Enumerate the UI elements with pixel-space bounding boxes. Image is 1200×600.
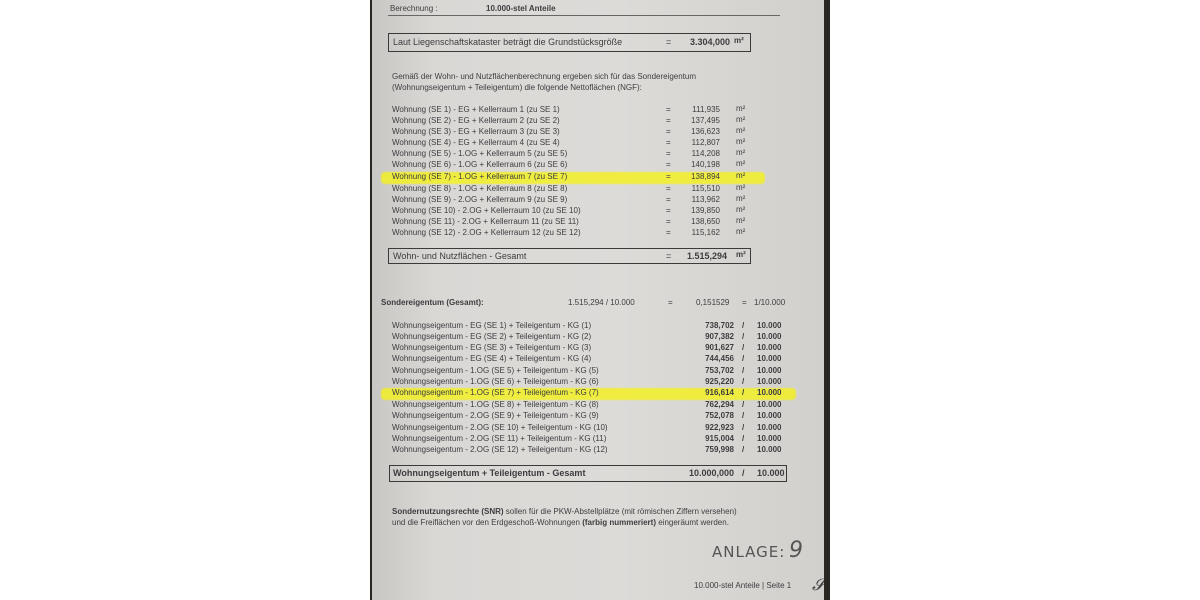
flaeche-value: 140,198 <box>691 160 720 169</box>
anteil-sep: / <box>742 321 745 330</box>
flaeche-eq: = <box>666 149 671 158</box>
flaechen-total-value: 1.515,294 <box>687 251 728 261</box>
anteil-label: Wohnungseigentum - 2.OG (SE 11) + Teileigentum - KG (11) <box>392 434 607 443</box>
flaeche-eq: = <box>666 184 671 193</box>
anteil-denom: 10.000 <box>757 423 782 432</box>
signature-mark: 𝓢 <box>812 575 824 594</box>
anteile-total-denom: 10.000 <box>757 468 785 478</box>
flaeche-eq: = <box>666 206 671 215</box>
flaeche-unit: m² <box>736 171 746 180</box>
anteil-label: Wohnungseigentum - EG (SE 4) + Teileigentum - KG (4) <box>392 354 592 363</box>
flaeche-eq: = <box>666 116 671 125</box>
anlage-number: 9 <box>789 538 804 563</box>
grundstueck-value: 3.304,000 <box>690 37 731 47</box>
intro-line-2: (Wohnungseigentum + Teileigentum) die folgende Nettoflächen (NGF): <box>392 83 642 92</box>
anteil-denom: 10.000 <box>757 354 782 363</box>
snr-text-2a: und die Freiflächen vor den Erdgeschoß-Wohnungen <box>392 518 583 527</box>
anteil-value: 753,702 <box>705 366 734 375</box>
anteil-denom: 10.000 <box>757 400 782 409</box>
anteile-total-label: Wohnungseigentum + Teileigentum - Gesamt <box>393 468 586 478</box>
header-rule <box>388 15 780 16</box>
footer-text: 10.000-stel Anteile | Seite 1 <box>694 581 792 590</box>
flaeche-eq: = <box>666 160 671 169</box>
anteil-label: Wohnungseigentum - 2.OG (SE 10) + Teileigentum - KG (10) <box>392 423 608 432</box>
anteil-denom: 10.000 <box>757 366 782 375</box>
flaeche-eq: = <box>666 195 671 204</box>
flaechen-total-unit: m² <box>736 250 746 259</box>
flaeche-value: 114,208 <box>691 149 720 158</box>
grundstueck-unit: m² <box>734 36 744 45</box>
flaeche-value: 113,962 <box>691 195 720 204</box>
anteil-sep: / <box>742 377 745 386</box>
flaeche-value: 137,495 <box>691 116 720 125</box>
anteil-value: 916,614 <box>705 388 734 397</box>
intro-line-1: Gemäß der Wohn- und Nutzflächenberechnung ergeben sich für das Sondereigentum <box>392 72 697 81</box>
flaeche-unit: m² <box>736 194 746 203</box>
anteil-label: Wohnungseigentum - EG (SE 2) + Teileigentum - KG (2) <box>392 332 592 341</box>
flaeche-eq: = <box>666 127 671 136</box>
sondereigentum-label: Sondereigentum (Gesamt): <box>381 298 484 307</box>
flaeche-label: Wohnung (SE 11) - 2.OG + Kellerraum 11 (zu SE 11) <box>392 217 579 226</box>
anteil-value: 922,923 <box>705 423 734 432</box>
flaeche-unit: m² <box>736 205 746 214</box>
anteil-denom: 10.000 <box>757 377 782 386</box>
flaeche-label: Wohnung (SE 8) - 1.OG + Kellerraum 8 (zu SE 8) <box>392 184 568 193</box>
anteile-total-value: 10.000,000 <box>688 468 734 478</box>
flaeche-label: Wohnung (SE 6) - 1.OG + Kellerraum 6 (zu SE 6) <box>392 160 568 169</box>
anlage-label: ANLAGE: <box>712 543 786 561</box>
anteil-value: 925,220 <box>705 377 734 386</box>
anteil-value: 759,998 <box>705 445 734 454</box>
anteil-value: 762,294 <box>705 400 734 409</box>
sondereigentum-eq2: = <box>742 298 747 307</box>
sondereigentum-ratio: 1/10.000 <box>754 298 786 307</box>
flaeche-value: 136,623 <box>691 127 720 136</box>
document-page <box>372 0 824 600</box>
snr-text-2b: (farbig nummeriert) <box>582 518 656 527</box>
anteil-value: 901,627 <box>705 343 734 352</box>
anteil-denom: 10.000 <box>757 343 782 352</box>
flaeche-unit: m² <box>736 115 746 124</box>
flaeche-label: Wohnung (SE 1) - EG + Kellerraum 1 (zu SE 1) <box>392 105 560 114</box>
anteil-sep: / <box>742 411 745 420</box>
snr-line-2 <box>392 518 729 528</box>
anteil-sep: / <box>742 343 745 352</box>
flaeche-eq: = <box>666 217 671 226</box>
anteil-denom: 10.000 <box>757 332 782 341</box>
flaeche-unit: m² <box>736 227 746 236</box>
header-value: 10.000-stel Anteile <box>486 4 556 13</box>
flaeche-value: 112,807 <box>691 138 720 147</box>
flaeche-label: Wohnung (SE 5) - 1.OG + Kellerraum 5 (zu SE 5) <box>392 149 568 158</box>
flaeche-label: Wohnung (SE 9) - 2.OG + Kellerraum 9 (zu SE 9) <box>392 195 568 204</box>
flaeche-unit: m² <box>736 183 746 192</box>
anteil-value: 915,004 <box>705 434 734 443</box>
anteil-label: Wohnungseigentum - 1.OG (SE 7) + Teileigentum - KG (7) <box>392 388 599 397</box>
flaeche-eq: = <box>666 228 671 237</box>
anteil-sep: / <box>742 434 745 443</box>
sondereigentum-eq: = <box>668 298 673 307</box>
flaeche-label: Wohnung (SE 4) - EG + Kellerraum 4 (zu SE 4) <box>392 138 560 147</box>
flaeche-unit: m² <box>736 137 746 146</box>
flaeche-label: Wohnung (SE 2) - EG + Kellerraum 2 (zu SE 2) <box>392 116 560 125</box>
flaeche-unit: m² <box>736 126 746 135</box>
flaeche-eq: = <box>666 138 671 147</box>
anteil-denom: 10.000 <box>757 321 782 330</box>
anteil-sep: / <box>742 423 745 432</box>
anteil-sep: / <box>742 354 745 363</box>
grundstueck-text: Laut Liegenschaftskataster beträgt die Grundstücksgröße <box>393 37 623 47</box>
anteile-total-sep: / <box>742 468 745 478</box>
snr-bold: Sondernutzungsrechte (SNR) <box>392 507 504 516</box>
anteil-sep: / <box>742 445 745 454</box>
flaechen-total-eq: = <box>666 251 672 261</box>
flaeche-value: 111,935 <box>692 105 720 114</box>
flaeche-unit: m² <box>736 159 746 168</box>
anteil-value: 744,456 <box>705 354 734 363</box>
anteil-label: Wohnungseigentum - 1.OG (SE 6) + Teileigentum - KG (6) <box>392 377 599 386</box>
snr-text-1: sollen für die PKW-Abstellplätze (mit römischen Ziffern versehen) <box>503 507 737 516</box>
anteil-label: Wohnungseigentum - 2.OG (SE 12) + Teileigentum - KG (12) <box>392 445 608 454</box>
flaeche-unit: m² <box>736 216 746 225</box>
snr-line-1 <box>392 507 737 517</box>
anteil-label: Wohnungseigentum - 2.OG (SE 9) + Teileigentum - KG (9) <box>392 411 599 420</box>
flaeche-unit: m² <box>736 104 746 113</box>
anteil-denom: 10.000 <box>757 411 782 420</box>
flaechen-total-label: Wohn- und Nutzflächen - Gesamt <box>393 251 527 261</box>
flaeche-value: 115,162 <box>691 228 720 237</box>
anteil-sep: / <box>742 400 745 409</box>
anteil-label: Wohnungseigentum - 1.OG (SE 8) + Teileigentum - KG (8) <box>392 400 599 409</box>
flaeche-value: 138,894 <box>691 172 720 181</box>
grundstueck-eq: = <box>666 37 672 47</box>
anteil-denom: 10.000 <box>757 388 782 397</box>
header-label: Berechnung : <box>390 4 438 13</box>
anteil-denom: 10.000 <box>757 434 782 443</box>
anteil-label: Wohnungseigentum - EG (SE 3) + Teileigentum - KG (3) <box>392 343 592 352</box>
flaeche-label: Wohnung (SE 10) - 2.OG + Kellerraum 10 (zu SE 10) <box>392 206 581 215</box>
flaeche-eq: = <box>666 105 671 114</box>
flaeche-value: 138,650 <box>691 217 720 226</box>
flaeche-eq: = <box>666 172 671 181</box>
sondereigentum-factor: 0,151529 <box>696 298 730 307</box>
flaeche-value: 115,510 <box>691 184 720 193</box>
anteil-value: 738,702 <box>705 321 734 330</box>
flaeche-label: Wohnung (SE 3) - EG + Kellerraum 3 (zu SE 3) <box>392 127 560 136</box>
flaeche-label: Wohnung (SE 12) - 2.OG + Kellerraum 12 (zu SE 12) <box>392 228 581 237</box>
anteil-label: Wohnungseigentum - EG (SE 1) + Teileigentum - KG (1) <box>392 321 592 330</box>
anteil-denom: 10.000 <box>757 445 782 454</box>
anteil-label: Wohnungseigentum - 1.OG (SE 5) + Teileigentum - KG (5) <box>392 366 599 375</box>
anteil-sep: / <box>742 332 745 341</box>
sondereigentum-calc: 1.515,294 / 10.000 <box>568 298 635 307</box>
anteil-value: 752,078 <box>705 411 734 420</box>
flaeche-label: Wohnung (SE 7) - 1.OG + Kellerraum 7 (zu SE 7) <box>392 172 568 181</box>
anteil-value: 907,382 <box>705 332 734 341</box>
anteil-sep: / <box>742 366 745 375</box>
anteil-sep: / <box>742 388 745 397</box>
flaeche-unit: m² <box>736 148 746 157</box>
flaeche-value: 139,850 <box>691 206 720 215</box>
snr-text-2c: eingeräumt werden. <box>656 518 729 527</box>
